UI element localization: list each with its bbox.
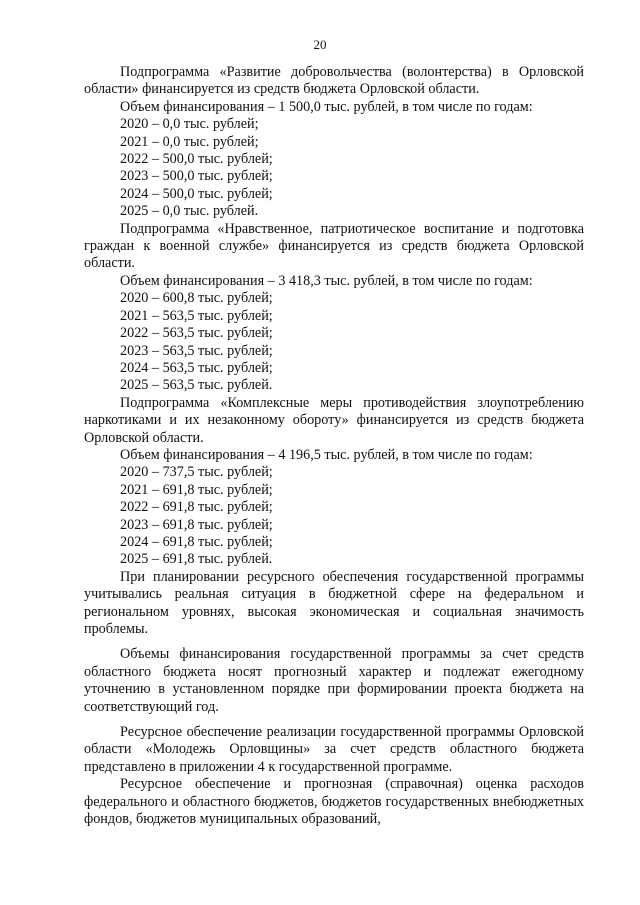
document-body bbox=[84, 64, 584, 828]
paragraph-resource-estimate: Ресурсное обеспечение и прогнозная (справочная) оценка расходов федерального и областного бюджетов, бюджетов государственных внебюджетных фондов, бюджетов муниципальных образований, bbox=[84, 776, 584, 828]
paragraph-subprogram-patriotic: Подпрограмма «Нравственное, патриотическое воспитание и подготовка граждан к военной службе» финансируется из средств бюджета Орловской области. bbox=[84, 220, 584, 272]
paragraph-planning: При планировании ресурсного обеспечения государственной программы учитывались реальная ситуация в бюджетной сфере на федеральном и региональном уровнях, высокая экономическая и социальная значимость проблемы. bbox=[84, 568, 584, 637]
funding-year-line: 2022 – 563,5 тыс. рублей; bbox=[120, 325, 273, 342]
paragraph-funding-total: Объем финансирования – 1 500,0 тыс. рублей, в том числе по годам: bbox=[120, 98, 533, 115]
funding-year-line: 2022 – 500,0 тыс. рублей; bbox=[120, 151, 273, 168]
paragraph-funding-total: Объем финансирования – 3 418,3 тыс. рублей, в том числе по годам: bbox=[120, 272, 533, 289]
funding-year-line: 2023 – 563,5 тыс. рублей; bbox=[120, 342, 273, 359]
funding-year-line: 2020 – 0,0 тыс. рублей; bbox=[120, 116, 259, 133]
funding-year-line: 2023 – 500,0 тыс. рублей; bbox=[120, 168, 273, 185]
funding-year-line: 2022 – 691,8 тыс. рублей; bbox=[120, 499, 273, 516]
paragraph-resource-appendix: Ресурсное обеспечение реализации государственной программы Орловской области «Молодежь Орловщины» за счет средств областного бюджета представлено в приложении 4 к государственной программе. bbox=[84, 724, 584, 775]
funding-year-line: 2020 – 737,5 тыс. рублей; bbox=[120, 464, 273, 481]
funding-year-line: 2025 – 563,5 тыс. рублей. bbox=[120, 377, 273, 394]
paragraph-forecast: Объемы финансирования государственной программы за счет средств областного бюджета носят прогнозный характер и подлежат ежегодному уточнению в установленном порядке при формировании проекта бюджета на соответствующий год. bbox=[84, 646, 584, 715]
funding-year-line: 2024 – 691,8 тыс. рублей; bbox=[120, 533, 273, 550]
funding-year-line: 2024 – 563,5 тыс. рублей; bbox=[120, 359, 273, 376]
funding-year-line: 2025 – 691,8 тыс. рублей. bbox=[120, 551, 273, 568]
paragraph-subprogram-drugs: Подпрограмма «Комплексные меры противодействия злоупотреблению наркотиками и их незаконному обороту» финансируется из средств бюджета Орловской области. bbox=[84, 394, 584, 446]
funding-year-line: 2021 – 0,0 тыс. рублей; bbox=[120, 133, 259, 150]
funding-year-line: 2021 – 563,5 тыс. рублей; bbox=[120, 307, 273, 324]
paragraph-funding-total: Объем финансирования – 4 196,5 тыс. рублей, в том числе по годам: bbox=[120, 446, 533, 463]
paragraph-subprogram-volunteering: Подпрограмма «Развитие добровольчества (волонтерства) в Орловской области» финансируется из средств бюджета Орловской области. bbox=[84, 64, 584, 98]
funding-year-line: 2021 – 691,8 тыс. рублей; bbox=[120, 481, 273, 498]
funding-year-line: 2020 – 600,8 тыс. рублей; bbox=[120, 290, 273, 307]
funding-year-line: 2023 – 691,8 тыс. рублей; bbox=[120, 516, 273, 533]
page-number: 20 bbox=[313, 37, 327, 52]
funding-year-line: 2025 – 0,0 тыс. рублей. bbox=[120, 203, 259, 220]
funding-year-line: 2024 – 500,0 тыс. рублей; bbox=[120, 185, 273, 202]
